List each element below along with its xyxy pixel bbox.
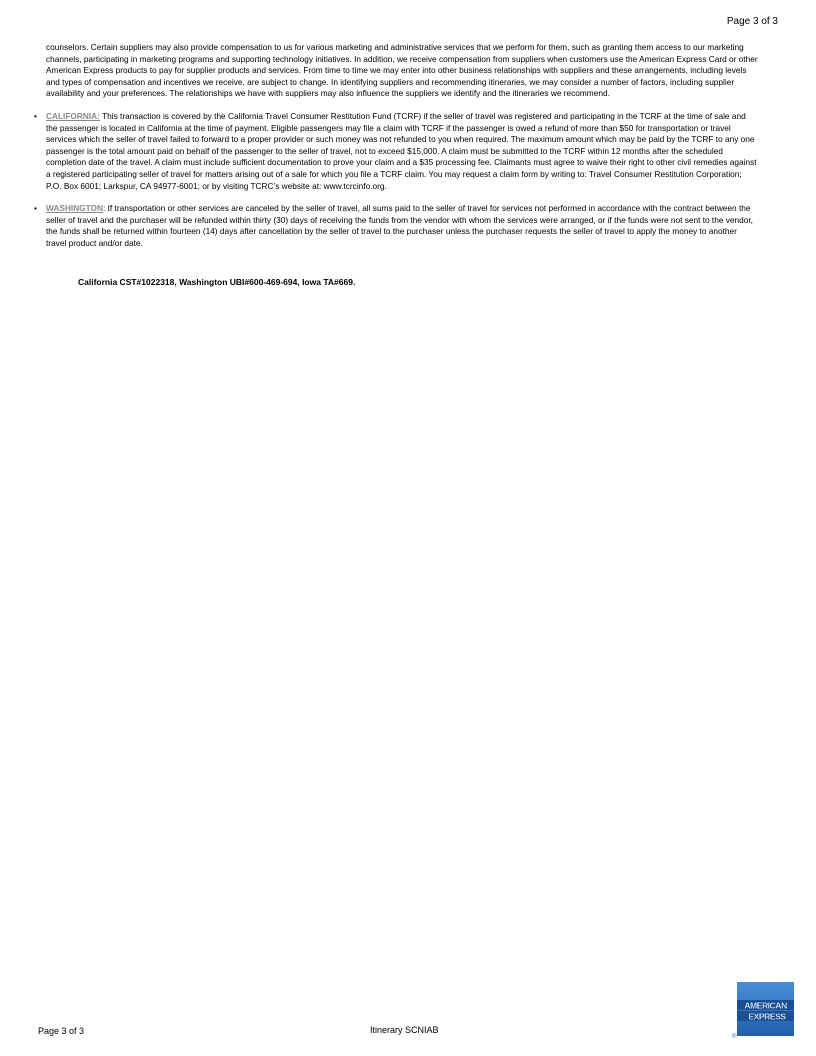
washington-text: : If transportation or other services are canceled by the seller of travel, all sums paid to the seller of travel for services not performed in accordance with the contract between the seller of travel and the purchaser will be refunded within thirty (30) days of receiving the funds from the vendor with whom the services were arranged, or if the funds were not sent to the vendor, the funds shall be returned within fourteen (14) days after cancellation by the seller of travel to the purchaser unless the purchaser requests the seller of travel to apply the money to another travel product and/or date. xyxy=(46,203,753,248)
california-text: This transaction is covered by the California Travel Consumer Restitution Fund (TCRF) if the seller of travel was registered and participating in the TCRF at the time of sale and the passenger is located in California at the time of payment. Eligible passengers may file a claim with TCRF if the passenger is owed a refund of more than $50 for transportation or travel services which the seller of travel failed to forward to a proper provider or such money was not refunded to you when required. The maximum amount which may be paid by the TCRF to any one passenger is the total amount paid on behalf of the passenger to the seller of travel, not to exceed $15,000. A claim must be submitted to the TCRF within 12 months after the scheduled completion date of the travel. A claim must include sufficient documentation to prove your claim and a $35 processing fee. Claimants must agree to waive their right to other civil remedies against a registered participating seller of travel for matters arising out of a sale for which you file a TCRF claim. You may request a claim form by writing to: Travel Consumer Restitution Corporation; P.O. Box 6001; Larkspur, CA 94977-6001; or by visiting TCRC’s website at: www.tcrcinfo.org. xyxy=(46,110,757,191)
logo-line2: EXPRESS xyxy=(748,1011,786,1022)
registered-mark: ® xyxy=(732,1034,737,1040)
bullet-marker: • xyxy=(34,203,37,214)
logo-line1: AMERICAN xyxy=(744,1000,787,1011)
washington-label: WASHINGTON xyxy=(46,203,104,214)
supplier-relationships-paragraph: counselors. Certain suppliers may also provide compensation to us for various marketing and administrative services that we perform for them, such as granting them access to our marketing channels, participating in marketing programs and supporting technology initiatives. In addition, we receive compensation from suppliers when customers use the American Express Card or other American Express products to pay for supplier products and services. From time to time we may enter into other business relationships with suppliers and these arrangements, including levels and types of compensation and incentives we receive, are subject to change. In identifying suppliers and recommending itineraries, we may consider a number of factors, including supplier availability and your preferences. The relationships we have with suppliers may also influence the suppliers we identify and the itineraries we recommend. xyxy=(46,42,758,99)
washington-notice xyxy=(46,203,758,249)
bullet-marker: • xyxy=(34,110,37,121)
page-number-header: Page 3 of 3 xyxy=(726,16,778,27)
california-notice xyxy=(46,111,758,192)
document-body xyxy=(34,42,758,288)
american-express-logo xyxy=(732,982,795,1040)
washington-bullet xyxy=(34,203,758,249)
page-number-footer: Page 3 of 3 xyxy=(38,1026,85,1036)
california-bullet xyxy=(34,111,758,192)
license-numbers: California CST#1022318, Washington UBI#600-469-694, Iowa TA#669. xyxy=(78,276,356,287)
california-label: CALIFORNIA: xyxy=(46,110,100,121)
itinerary-reference: Itinerary SCNIAB xyxy=(370,1025,439,1035)
logo-wordmark xyxy=(737,982,794,1036)
logo-box xyxy=(737,982,794,1036)
